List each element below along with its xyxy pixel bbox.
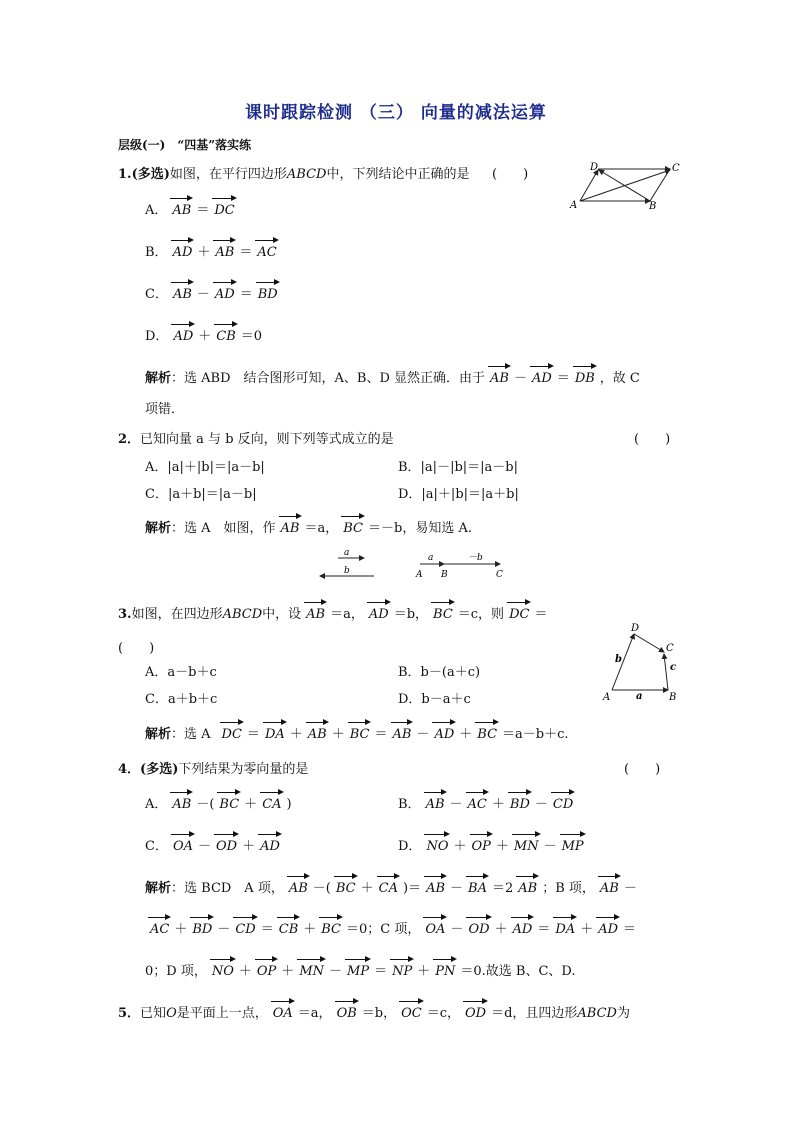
math-operator: ＋ [281, 964, 295, 979]
vector-mn: MN [299, 964, 324, 979]
q2-answer-paren: ( ) [634, 432, 671, 447]
vector-op: OP [256, 964, 277, 979]
q2-option-c: C．|a＋b|＝|a－b| [145, 487, 257, 502]
vector-bc: BC [335, 881, 356, 896]
math-operator: ＋ [289, 727, 303, 742]
math-operator: － [416, 727, 430, 742]
q4-option-b-label: B． [398, 797, 421, 812]
page-title: 课时跟踪检测 （三） 向量的减法运算 [245, 103, 547, 123]
q3-edge-bc [664, 654, 668, 690]
vector-bc: BC [343, 521, 364, 536]
vector-pn: PN [435, 964, 456, 979]
math-operator: ＋ [580, 922, 594, 937]
q3-fig-label-a: A [603, 692, 611, 703]
math-operator: ＝ [196, 203, 210, 218]
vector-ba: BA [468, 881, 487, 896]
math-expression [168, 245, 282, 260]
q1-option-d [145, 325, 262, 344]
q4-solution-text: ：选 BCD A 项， [171, 881, 284, 896]
q3-solution-label: 解析 [145, 727, 172, 742]
math-expression [168, 287, 283, 302]
vector-ab: AB [306, 607, 326, 622]
q1-solution-label: 解析 [145, 371, 172, 386]
vector-cd: CD [235, 922, 256, 937]
vector-mn: MN [513, 839, 539, 854]
vector-dc: DC [221, 727, 242, 742]
vector-ad: AD [172, 245, 193, 260]
vector-dc: DC [509, 607, 530, 622]
math-operator: ＝0；C 项， [346, 922, 421, 937]
vector-ab: AB [307, 727, 327, 742]
q3-fig-label-c-side: c [670, 662, 677, 673]
math-expression [268, 1006, 578, 1021]
vector-oa: OA [172, 839, 193, 854]
math-expression [276, 521, 339, 536]
math-expression [168, 839, 285, 854]
q3-option-d: D．b－a＋c [398, 692, 471, 707]
q1-option-c [145, 283, 283, 302]
vector-bc: BC [433, 607, 453, 622]
math-operator: ＋ [453, 839, 467, 854]
section-level: 层级(一) “四基”落实练 [118, 138, 252, 152]
q3-answer-paren: ( ) [118, 641, 155, 656]
vector-bd: BD [257, 287, 278, 302]
vector-od: OD [468, 922, 490, 937]
math-operator: ＋ [303, 922, 317, 937]
q1-option-a-label: A． [145, 203, 168, 218]
q5-abcd: ABCD [577, 1006, 617, 1021]
vector-ac: AC [467, 797, 487, 812]
math-operator: －( [196, 797, 215, 812]
vector-bc: BC [349, 727, 370, 742]
math-operator: － [449, 797, 463, 812]
q3-edge-dc [634, 634, 664, 652]
q4-solution-line3 [145, 960, 576, 979]
vector-ab: AB [288, 881, 308, 896]
vector-cd: CD [552, 797, 574, 812]
math-operator: － [623, 881, 637, 896]
q4-option-d [398, 835, 589, 854]
math-expression [167, 797, 291, 812]
math-expression [145, 964, 576, 979]
math-operator: － [198, 839, 212, 854]
q2-fig-pt-a: A [416, 570, 423, 580]
q1-stem [118, 163, 469, 182]
vector-ad: AD [598, 922, 619, 937]
q4-option-d-label: D． [398, 839, 422, 854]
math-operator: ＝d，且四边形 [491, 1006, 578, 1021]
vector-oa: OA [425, 922, 446, 937]
q2-fig-pt-c: C [496, 570, 503, 580]
math-operator: ＋ [494, 922, 508, 937]
q1-option-c-label: C． [145, 287, 168, 302]
vector-no: NO [211, 964, 234, 979]
vector-oc: OC [401, 1006, 422, 1021]
q1-text: 如图，在平行四边形 [169, 167, 287, 182]
q1-solution-text-b: ，故 C [599, 371, 640, 386]
vector-ab: AB [172, 287, 192, 302]
q3-fig-label-d: D [631, 623, 640, 634]
q3-fig-label-b-side: b [615, 654, 622, 665]
q2-fig-a: a [428, 553, 434, 563]
vector-ad: AD [512, 922, 533, 937]
math-operator: ＝a， [304, 521, 339, 536]
math-operator: ＋ [197, 245, 211, 260]
vector-oa: OA [272, 1006, 293, 1021]
math-operator: ＋ [198, 329, 212, 344]
vector-mp: MP [561, 839, 584, 854]
math-expression [485, 371, 600, 386]
q1-parallelogram-figure [566, 160, 681, 212]
math-operator: )＝ [402, 881, 422, 896]
vector-no: NO [426, 839, 449, 854]
q5-text-a: 已知 [140, 1006, 167, 1021]
vector-ad: AD [214, 287, 235, 302]
math-operator: ＝ [556, 371, 570, 386]
q3-fig-label-a-side: a [636, 691, 643, 702]
math-expression [168, 329, 262, 344]
math-operator: ＋ [459, 727, 473, 742]
q3-quadrilateral-figure [600, 620, 682, 704]
q4-option-c-label: C． [145, 839, 168, 854]
q2-fig-b-label: b [344, 566, 350, 576]
math-expression [145, 922, 636, 937]
q3-option-a: A．a－b＋c [145, 665, 217, 680]
vector-np: NP [392, 964, 413, 979]
math-operator: ＋ [242, 839, 256, 854]
q5-number: 5． [118, 1006, 141, 1021]
q3-text-mid: 中，设 [262, 607, 302, 622]
q2-solution-text: ：选 A 如图，作 [171, 521, 276, 536]
q4-solution-line1 [145, 877, 637, 896]
q1-solution-text: ：选 ABD 结合图形可知，A、B、D 显然正确．由于 [171, 371, 486, 386]
math-operator: － [534, 797, 548, 812]
q3-option-c: C．a＋b＋c [145, 692, 218, 707]
vector-ab: AB [172, 797, 192, 812]
math-operator: ＝ [239, 245, 253, 260]
math-operator: ＝ [534, 607, 548, 622]
q4-number: 4． [118, 762, 141, 777]
vector-ab: AB [518, 881, 538, 896]
vector-od: OD [216, 839, 238, 854]
q1-solution [145, 367, 640, 386]
math-operator: ＝ [374, 727, 388, 742]
math-operator: ＝－b，易知选 A. [368, 521, 472, 536]
q1-fig-label-a: A [570, 200, 578, 211]
q1-fig-label-b: B [649, 201, 657, 212]
math-operator: ＝ [537, 922, 551, 937]
math-operator: ＝b， [393, 607, 429, 622]
q4-solution-line2 [145, 918, 636, 937]
math-expression [421, 839, 588, 854]
q1-diag-bd [599, 170, 650, 201]
math-expression [421, 797, 579, 812]
q1-solution-cont: 项错． [145, 402, 185, 417]
math-operator: － [450, 881, 464, 896]
q2-solution [145, 517, 472, 536]
q1-option-b-label: B． [145, 245, 168, 260]
vector-ab: AB [215, 245, 235, 260]
vector-od: OD [465, 1006, 487, 1021]
q2-fig-right [414, 546, 508, 580]
q4-solution-label: 解析 [145, 881, 172, 896]
vector-ab: AB [426, 881, 446, 896]
q1-option-b [145, 241, 282, 260]
math-operator: ＝ [623, 922, 637, 937]
math-operator: ＝ [239, 287, 253, 302]
vector-ad: AD [260, 839, 280, 854]
q2-option-d: D．|a|＋|b|＝|a＋b| [398, 487, 519, 502]
math-expression [301, 607, 547, 622]
math-expression [338, 521, 472, 536]
q2-fig-left [316, 546, 380, 580]
vector-ac: AC [150, 922, 170, 937]
math-operator: ＝a－b＋c. [502, 727, 569, 742]
math-operator: ＝b， [361, 1006, 397, 1021]
vector-dc: DC [214, 203, 235, 218]
q2-fig-neg-b: －b [468, 553, 483, 563]
math-operator: －( [312, 881, 331, 896]
q3-option-b: B．b－(a＋c) [398, 665, 481, 680]
q1-tag: (多选) [131, 167, 170, 182]
q4-option-a-label: A． [145, 797, 168, 812]
q2-option-a: A．|a|＋|b|＝|a－b| [145, 460, 265, 475]
q1-number: 1. [118, 167, 132, 182]
math-operator: ＋ [495, 839, 509, 854]
q2-fig-a-label: a [344, 548, 350, 558]
q3-abcd: ABCD [222, 607, 263, 622]
vector-bc: BC [321, 922, 342, 937]
vector-ca: CA [378, 881, 398, 896]
math-operator: ＝0 [240, 329, 263, 344]
q1-fig-label-c: C [672, 163, 680, 174]
q3-number: 3. [118, 607, 132, 622]
q4-option-b [398, 793, 578, 812]
vector-ca: CA [262, 797, 282, 812]
math-operator: ＝c，则 [457, 607, 505, 622]
q1-text-tail: 中，下列结论中正确的是 [326, 167, 470, 182]
math-operator: － [543, 839, 557, 854]
vector-ad: AD [173, 329, 194, 344]
q4-option-c [145, 835, 285, 854]
q4-answer-paren: ( ) [624, 762, 661, 777]
math-operator: ＝a， [297, 1006, 332, 1021]
q3-solution-text: ：选 A [171, 727, 211, 742]
math-operator: ＝a， [330, 607, 364, 622]
q1-option-d-label: D． [145, 329, 169, 344]
vector-cb: CB [216, 329, 236, 344]
q4-text: 下列结果为零向量的是 [178, 762, 309, 777]
vector-ab: AB [425, 797, 445, 812]
q2-solution-label: 解析 [145, 521, 172, 536]
q4-stem [118, 758, 308, 777]
math-operator: － [513, 371, 527, 386]
q2-fig-pt-b: B [441, 570, 448, 580]
math-expression [217, 727, 569, 742]
math-operator: ＝c， [426, 1006, 460, 1021]
q4-tag: (多选) [140, 762, 179, 777]
vector-ab: AB [490, 371, 509, 386]
vector-bc: BC [477, 727, 498, 742]
vector-op: OP [471, 839, 491, 854]
math-operator: ＋ [417, 964, 431, 979]
vector-cb: CB [278, 922, 299, 937]
vector-ad: AD [368, 607, 389, 622]
vector-ad: AD [531, 371, 552, 386]
math-operator: ＋ [331, 727, 345, 742]
q5-o: O [166, 1006, 177, 1021]
vector-ab: AB [599, 881, 619, 896]
math-operator: － [217, 922, 231, 937]
vector-ab: AB [392, 727, 412, 742]
vector-ab: AB [172, 203, 192, 218]
q3-solution [145, 723, 569, 742]
math-operator: ；B 项， [542, 881, 595, 896]
math-operator: ＝2 [491, 881, 514, 896]
q1-answer-paren: ( ) [492, 167, 529, 182]
q3-text: 如图，在四边形 [131, 607, 223, 622]
q1-option-a [145, 199, 240, 218]
q2-text: 已知向量 a 与 b 反向，则下列等式成立的是 [140, 432, 394, 447]
q2-option-b: B．|a|－|b|＝|a－b| [398, 460, 518, 475]
vector-ad: AD [434, 727, 455, 742]
math-operator: ＋ [244, 797, 258, 812]
vector-bc: BC [219, 797, 240, 812]
vector-ac: AC [257, 245, 277, 260]
math-operator: 0；D 项， [145, 964, 207, 979]
vector-ob: OB [336, 1006, 357, 1021]
vector-da: DA [264, 727, 285, 742]
vector-ab: AB [280, 521, 300, 536]
math-operator: ＋ [174, 922, 188, 937]
q5-text-b: 是平面上一点， [176, 1006, 268, 1021]
math-operator: ＋ [360, 881, 374, 896]
math-operator: － [196, 287, 210, 302]
vector-bd: BD [509, 797, 530, 812]
q1-abcd: ABCD [286, 167, 327, 182]
q5-text-tail: 为 [616, 1006, 630, 1021]
math-operator: ＝ [246, 727, 260, 742]
q2-number: 2． [118, 432, 141, 447]
math-expression [284, 881, 637, 896]
q1-fig-label-d: D [590, 162, 599, 173]
math-operator: ＝0.故选 B、C、D. [460, 964, 576, 979]
vector-bd: BD [192, 922, 213, 937]
math-operator: ＋ [491, 797, 505, 812]
math-operator: ＋ [238, 964, 252, 979]
vector-mp: MP [347, 964, 370, 979]
q3-fig-label-c: C [666, 643, 674, 654]
q3-fig-label-b: B [669, 692, 677, 703]
vector-db: DB [574, 371, 595, 386]
q3-stem [118, 603, 547, 622]
math-operator: － [329, 964, 343, 979]
math-expression [167, 203, 239, 218]
vector-da: DA [555, 922, 576, 937]
math-operator: ) [286, 797, 292, 812]
q1-edge-ad [580, 170, 598, 201]
q5-stem [118, 1002, 630, 1021]
math-operator: ＝ [260, 922, 274, 937]
math-operator: － [450, 922, 464, 937]
q4-option-a [145, 793, 292, 812]
q2-stem [118, 428, 394, 447]
math-operator: ＝ [374, 964, 388, 979]
